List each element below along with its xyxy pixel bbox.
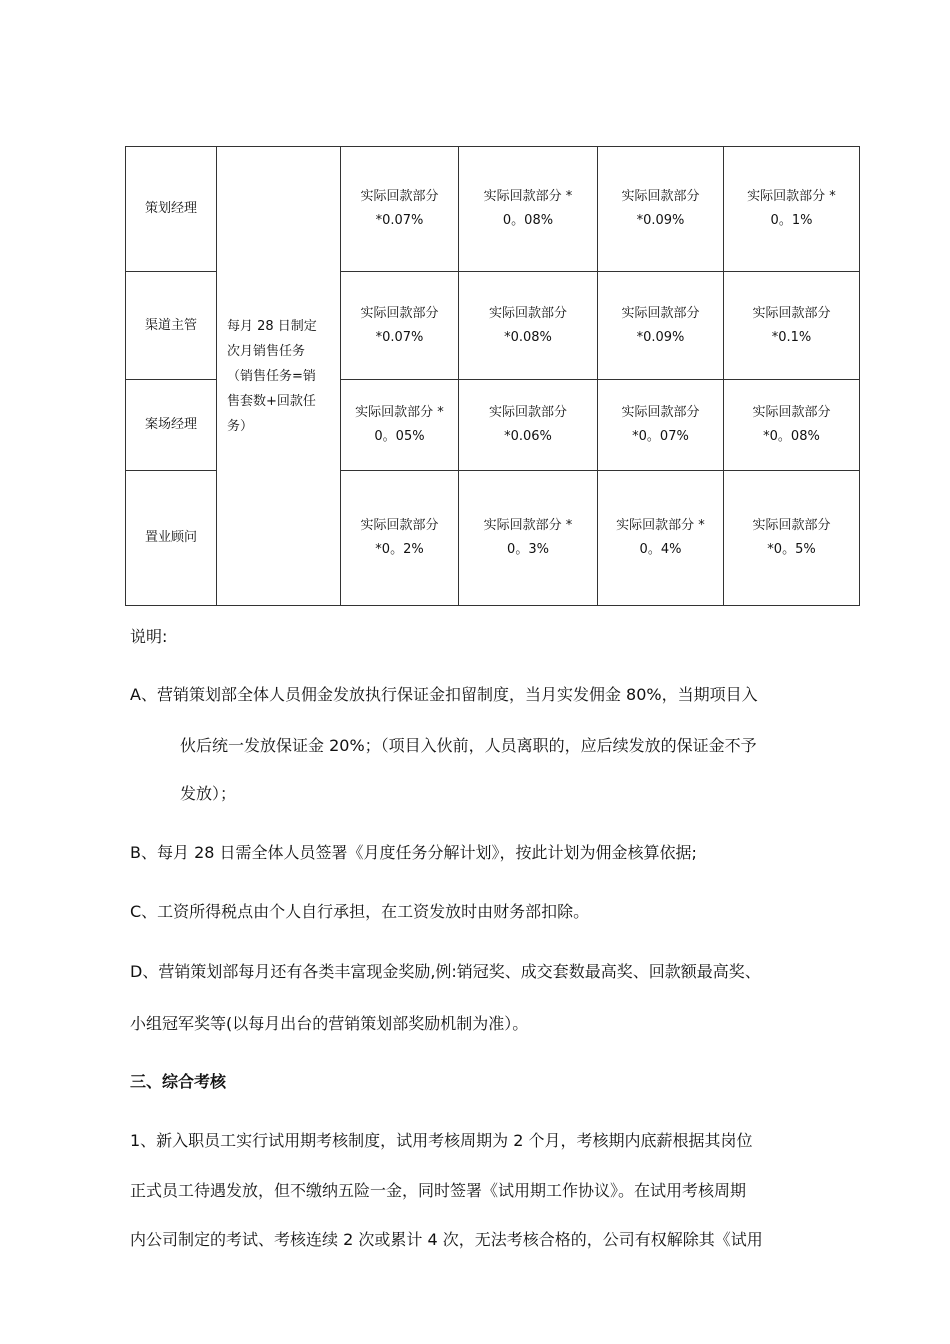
rate-text: *0。5% <box>767 542 816 557</box>
rate-text: 实际回款部分 <box>621 405 700 420</box>
para1-line1: 1、新入职员工实行试用期考核制度，试用考核周期为 2 个月，考核期内底薪根据其岗位 <box>130 1131 753 1150</box>
rate-text: *0.09% <box>636 329 685 345</box>
rate-cell <box>724 272 860 380</box>
rate-text: 实际回款部分 * <box>483 518 573 533</box>
rate-cell <box>341 471 459 606</box>
task-line: 每月 28 日制定 <box>227 318 317 334</box>
rate-cell <box>459 380 598 471</box>
rate-text: 实际回款部分 <box>752 405 831 420</box>
rate-cell <box>341 380 459 471</box>
rate-text: 实际回款部分 <box>488 405 567 420</box>
task-line: （销售任务=销 <box>227 368 316 384</box>
rate-cell <box>598 471 724 606</box>
para1-line3: 内公司制定的考试、考核连续 2 次或累计 4 次，无法考核合格的，公司有权解除其《试用 <box>130 1230 763 1249</box>
rate-cell <box>724 471 860 606</box>
rate-text: 实际回款部分 <box>621 305 700 321</box>
rate-text: 实际回款部分 <box>752 305 831 321</box>
role-cell: 策划经理 <box>126 147 217 272</box>
rate-text: *0.09% <box>636 213 685 228</box>
table-row <box>126 147 860 272</box>
task-line: 务） <box>227 418 254 434</box>
rate-cell <box>459 272 598 380</box>
rate-cell <box>341 272 459 380</box>
rate-text: 实际回款部分 <box>488 305 567 321</box>
note-d-line2: 小组冠军奖等(以每月出台的营销策划部奖励机制为准）。 <box>130 1014 529 1033</box>
rate-text: 实际回款部分 <box>360 518 439 533</box>
rate-cell <box>724 380 860 471</box>
rate-text: 0。1% <box>770 213 813 228</box>
note-c: C、工资所得税点由个人自行承担，在工资发放时由财务部扣除。 <box>130 902 590 921</box>
rate-text: 实际回款部分 <box>360 305 439 321</box>
rate-cell <box>459 147 598 272</box>
rate-text: 实际回款部分 * <box>355 405 444 420</box>
rate-text: *0。08% <box>763 429 820 444</box>
rate-text: 0。05% <box>374 429 425 444</box>
rate-text: 0。4% <box>639 542 682 557</box>
note-b: B、每月 28 日需全体人员签署《月度任务分解计划》，按此计划为佣金核算依据; <box>130 843 697 862</box>
section-heading: 三、综合考核 <box>130 1072 227 1091</box>
rate-text: *0.07% <box>375 213 424 228</box>
role-cell: 渠道主管 <box>126 272 217 380</box>
note-d-line1: D、营销策划部每月还有各类丰富现金奖励,例:销冠奖、成交套数最高奖、回款额最高奖、 <box>130 962 761 981</box>
rate-text: *0.1% <box>771 329 812 345</box>
para1-line2: 正式员工待遇发放，但不缴纳五险一金，同时签署《试用期工作协议》。在试用考核周期 <box>130 1181 747 1200</box>
rate-cell <box>724 147 860 272</box>
note-a-line1: A、营销策划部全体人员佣金发放执行保证金扣留制度，当月实发佣金 80%，当期项目入 <box>130 685 758 704</box>
role-cell: 置业顾问 <box>126 471 217 606</box>
rate-text: *0.08% <box>504 329 552 345</box>
note-a-line3: 发放）； <box>180 784 237 803</box>
notes-label: 说明: <box>130 627 168 646</box>
rate-text: 实际回款部分 <box>752 518 831 533</box>
task-desc-cell <box>217 147 341 606</box>
role-cell: 案场经理 <box>126 380 217 471</box>
task-line: 次月销售任务 <box>227 343 306 359</box>
note-a-line2: 伙后统一发放保证金 20%；（项目入伙前，人员离职的，应后续发放的保证金不予 <box>180 736 757 755</box>
rate-text: 实际回款部分 <box>360 189 439 204</box>
rate-text: 实际回款部分 <box>621 189 700 204</box>
rate-cell <box>341 147 459 272</box>
rate-text: *0.07% <box>375 329 424 345</box>
rate-cell <box>459 471 598 606</box>
rate-text: 实际回款部分 * <box>483 189 573 204</box>
rate-text: 实际回款部分 * <box>747 189 836 204</box>
rate-text: *0。07% <box>632 429 689 444</box>
task-line: 售套数+回款任 <box>227 393 316 409</box>
rate-text: 实际回款部分 * <box>616 518 705 533</box>
rate-text: *0.06% <box>504 429 552 444</box>
rate-cell <box>598 147 724 272</box>
rate-text: 0。3% <box>507 542 549 557</box>
rate-text: 0。08% <box>502 213 554 228</box>
commission-table <box>125 146 860 606</box>
rate-cell <box>598 272 724 380</box>
rate-cell <box>598 380 724 471</box>
rate-text: *0。2% <box>375 542 424 557</box>
